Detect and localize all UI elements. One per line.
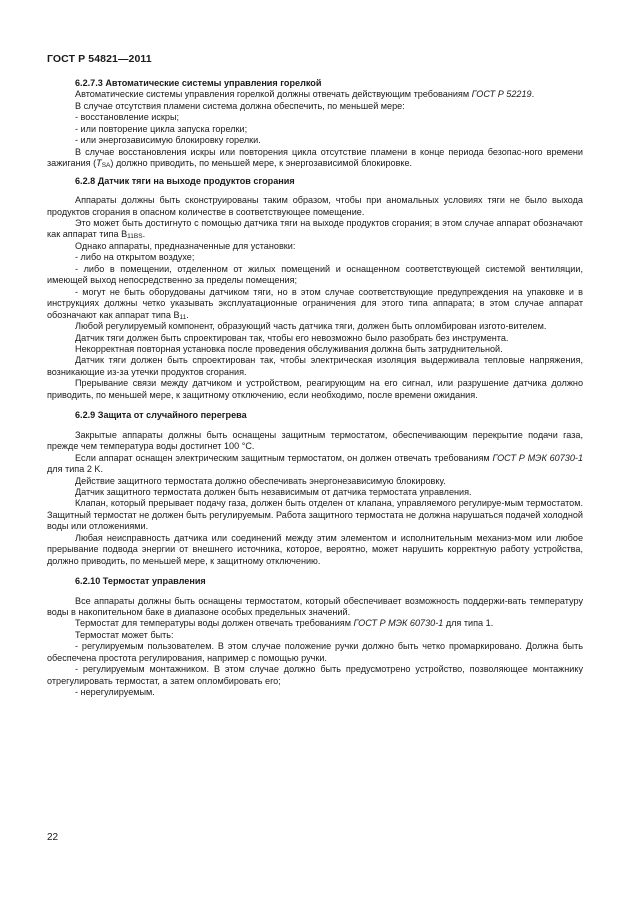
- text: Это может быть достигнуто с помощью датчика тяги на выходе продуктов сгорания; в этом случае аппарат обозначают как аппарат типа B: [47, 217, 583, 240]
- paragraph: [47, 147, 583, 170]
- paragraph: Прерывание связи между датчиком и устройством, реагирующим на его сигнал, или разрушение датчика должно приводить, по меньшей мере, к защитному отключению, если необходимо, после времени ожидания.: [47, 378, 583, 400]
- text: ) должно приводить, по меньшей мере, к энергозависимой блокировке.: [110, 158, 413, 169]
- paragraph: Закрытые аппараты должны быть оснащены защитным термостатом, обеспечивающим перекрытие подачи газа, прежде чем температура воды достигнет 100 °С.: [47, 429, 583, 452]
- text: .: [186, 309, 189, 320]
- text: Термостат для температуры воды должен отвечать требованиям: [75, 618, 354, 629]
- text: для типа 1.: [443, 618, 494, 629]
- standard-reference: ГОСТ Р МЭК 60730-1: [353, 618, 444, 629]
- subscript: SA: [101, 162, 111, 170]
- paragraph: [47, 89, 583, 100]
- text: .: [142, 229, 146, 240]
- section-heading-6-2-7-3: 6.2.7.3 Автоматические системы управления горелкой: [75, 78, 322, 88]
- list-item: - нерегулируемым.: [75, 687, 155, 698]
- paragraph: Датчик защитного термостата должен быть независимым от датчика термостата управления.: [75, 486, 472, 497]
- text: - могут не быть оборудованы датчиком тяги, но в этом случае соответствующие предупреждения на упаковке и в инструкциях должны четко указывать эксплуатационные ограничения для этого типа аппарата; в этом случае аппарат обозначают как аппарат типа B: [47, 286, 583, 320]
- text: для типа 2 K.: [47, 464, 103, 475]
- text: Автоматические системы управления горелкой должны отвечать действующим требованиям: [75, 89, 472, 100]
- paragraph: Однако аппараты, предназначенные для установки:: [75, 240, 296, 251]
- text: .: [531, 89, 535, 100]
- paragraph: Действие защитного термостата должно обеспечивать энергонезависимую блокировку.: [75, 475, 446, 486]
- subscript: 11BS: [127, 233, 143, 241]
- list-item: - или энергозависимую блокировку горелки.: [75, 135, 261, 146]
- page-content: [47, 78, 583, 699]
- list-item: - либо в помещении, отделенном от жилых помещений и оснащенном соответствующей системой вентиляции, имеющей выход непосредственно за пределы помещения;: [47, 263, 583, 286]
- list-item: - регулируемым пользователем. В этом случае положение ручки должно быть четко промаркировано. Должна быть обеспечена простота регулирования, например с помощью ручки.: [47, 641, 583, 663]
- paragraph: Аппараты должны быть сконструированы таким образом, чтобы при аномальных условиях тяги не было выхода продуктов сгорания в опасном количестве в соответствующее помещение.: [47, 195, 583, 217]
- subscript: 11: [179, 313, 187, 321]
- paragraph: Все аппараты должны быть оснащены термостатом, который обеспечивает возможность поддержи-вать температуру воды в накопительном баке в диапазоне особых предельных значений.: [47, 595, 583, 618]
- paragraph: Датчик тяги должен быть спроектирован так, чтобы электрическая изоляция выдерживала тепловые напряжения, возникающие из-за утечки продуктов сгорания.: [47, 355, 583, 377]
- document-header: ГОСТ Р 54821—2011: [47, 53, 152, 65]
- list-item: - либо на открытом воздухе;: [75, 252, 195, 263]
- section-heading-6-2-10: 6.2.10 Термостат управления: [75, 576, 206, 587]
- list-item: - или повторение цикла запуска горелки;: [75, 123, 248, 134]
- list-item: - регулируемым монтажником. В этом случае должно быть предусмотрено устройство, позволяющее монтажнику отрегулировать термостат, а затем опломбировать его;: [47, 664, 583, 686]
- paragraph: В случае отсутствия пламени система должна обеспечить, по меньшей мере:: [75, 100, 405, 111]
- list-item: [47, 287, 583, 321]
- paragraph: Любой регулируемый компонент, образующий часть датчика тяги, должен быть опломбирован изгото-вителем.: [75, 321, 547, 332]
- page-number: 22: [47, 832, 59, 843]
- list-item: - восстановление искры;: [75, 112, 180, 123]
- paragraph: Клапан, который прерывает подачу газа, должен быть отделен от клапана, управляемого регулируе-мым термостатом. Защитный термостат не должен быть регулируемым. Работа защитного термостата не должна нарушаться подачей холодной воды или отложениями.: [47, 498, 583, 532]
- section-heading-6-2-9: 6.2.9 Защита от случайного перегрева: [75, 410, 247, 421]
- standard-reference: ГОСТ Р 52219: [471, 89, 532, 100]
- text: Если аппарат оснащен электрическим защитным термостатом, он должен отвечать требованиям: [75, 452, 493, 463]
- symbol: T: [96, 158, 102, 169]
- section-heading-6-2-8: 6.2.8 Датчик тяги на выходе продуктов сгорания: [75, 175, 295, 186]
- paragraph: [47, 618, 583, 629]
- paragraph: Термостат может быть:: [75, 629, 174, 640]
- paragraph: Датчик тяги должен быть спроектирован так, чтобы его невозможно было разобрать без инструмента.: [75, 332, 509, 343]
- standard-reference: ГОСТ Р МЭК 60730-1: [492, 452, 583, 463]
- paragraph: [47, 453, 583, 476]
- paragraph: [47, 218, 583, 241]
- paragraph: Любая неисправность датчика или соединений между этим элементом и исполнительным механиз-мом или любое прерывание подвода энергии от внешнего источника, которое, вероятно, может нарушить корректную работу устройства, должно приводить, по меньшей мере, к защитному отключению.: [47, 532, 583, 566]
- paragraph: Некорректная повторная установка после проведения обслуживания должна быть затруднительной.: [75, 343, 503, 354]
- text: В случае восстановления искры или повторения цикла отсутствие пламени в конце периода безопас-ного времени зажигания (: [47, 146, 583, 169]
